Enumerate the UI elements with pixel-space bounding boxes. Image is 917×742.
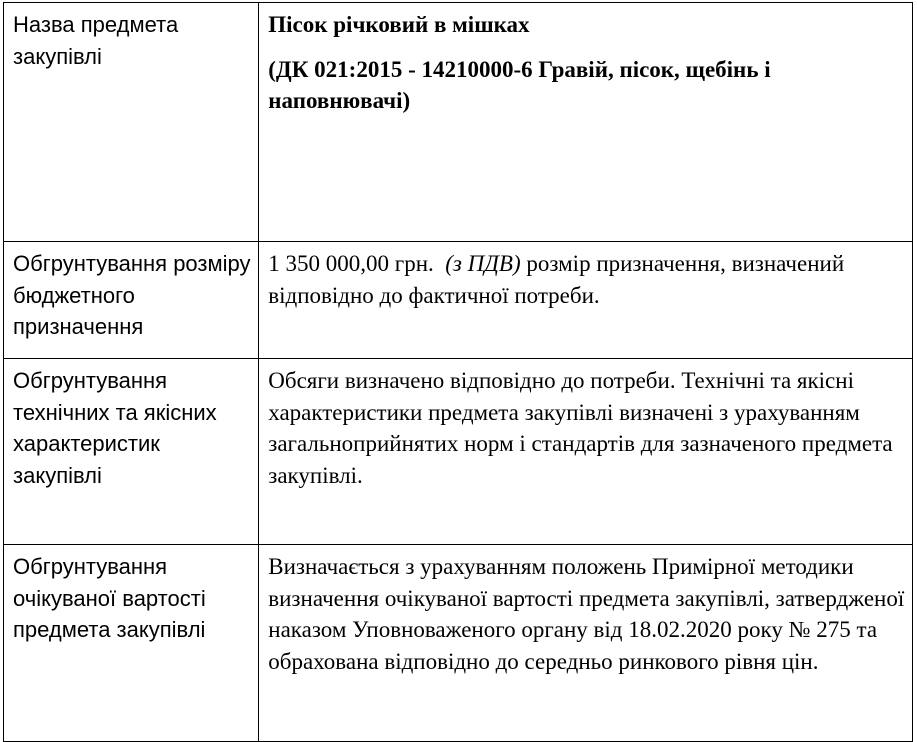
row-value-budget-justification <box>259 242 913 359</box>
budget-description: розмір призначення, визначений відповідно до фактичної потреби. <box>268 251 845 308</box>
row-label-budget-justification: Обгрунтування розміру бюджетного призначення <box>4 242 259 359</box>
table-row <box>4 359 913 545</box>
row-value-technical-justification: Обсяги визначено відповідно до потреби. Технічні та якісні характеристики предмета закупівлі визначені з урахуванням загальноприйнятих норм і стандартів для зазначеного предмета закупівлі. <box>259 359 913 545</box>
table-row <box>4 3 913 242</box>
vat-note: (з ПДВ) <box>445 251 521 276</box>
row-label-subject-name: Назва предмета закупівлі <box>4 3 259 242</box>
table-row <box>4 545 913 742</box>
table-row <box>4 242 913 359</box>
row-value-expected-cost-justification: Визначається з урахуванням положень Примірної методики визначення очікуваної вартості предмета закупівлі, затвердженої наказом Уповноваженого органу від 18.02.2020 року № 275 та обрахована відповідно до середньо ринкового рівня цін. <box>259 545 913 742</box>
budget-amount: 1 350 000,00 грн. <box>268 251 434 276</box>
subject-classification-code: (ДК 021:2015 - 14210000-6 Гравій, пісок, щебінь і наповнювачі) <box>268 56 771 113</box>
row-label-expected-cost-justification: Обгрунтування очікуваної вартості предмета закупівлі <box>4 545 259 742</box>
row-label-technical-justification: Обгрунтування технічних та якісних характеристик закупівлі <box>4 359 259 545</box>
row-value-subject-name <box>259 3 913 242</box>
subject-title: Пісок річковий в мішках <box>268 12 530 37</box>
procurement-justification-table <box>3 2 913 742</box>
